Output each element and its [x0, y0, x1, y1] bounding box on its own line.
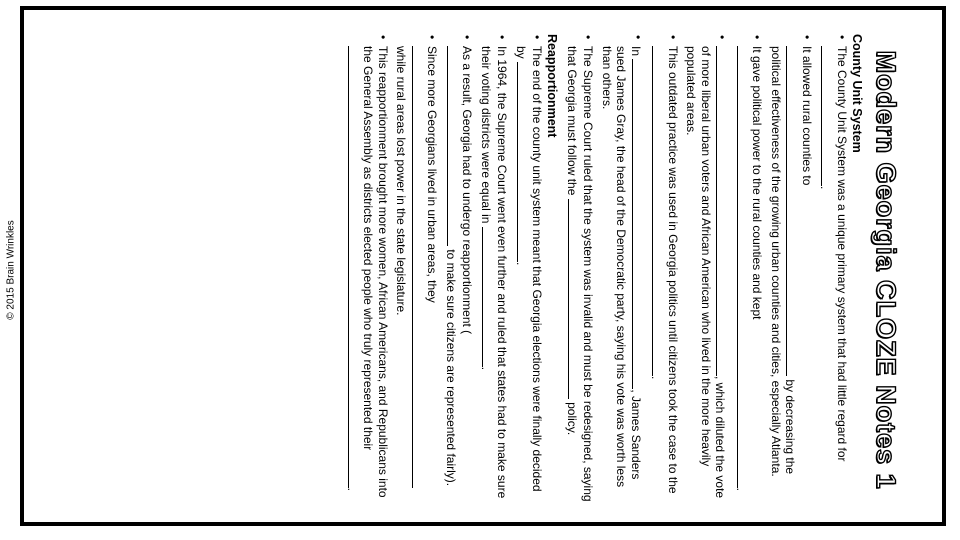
fill-in-blank[interactable] [348, 46, 361, 488]
bullet-text: . [734, 487, 748, 491]
bullet-item [479, 34, 510, 506]
section-heading: County Unit System [850, 34, 864, 153]
bullet-text: This outdated practice was used in Georgia politics until citizens took the case to the [666, 46, 680, 494]
bullet-text: by decreasing the [783, 379, 798, 475]
page-title: Modern Georgia CLOZE Notes 1 [871, 50, 901, 490]
fill-in-blank[interactable] [568, 199, 581, 399]
bullet-item [514, 34, 545, 506]
fill-in-blank[interactable] [717, 46, 730, 376]
fill-in-blank[interactable] [737, 46, 750, 488]
bullet-text: The end of the county unit system meant that Georgia elections were finally decided by [514, 46, 545, 492]
bullet-text: , James Sanders sued James Gray, the head of the Democratic party, saying his vote was worth less than others. [600, 46, 643, 488]
fill-in-blank[interactable] [787, 46, 800, 376]
section-heading: Reapportionment [545, 34, 560, 138]
bullet-text: The Supreme Court ruled that the system was invalid and must be redesigned, saying that Georgia must follow the [565, 46, 596, 502]
bullet-text: It allowed rural counties to [800, 46, 814, 186]
notes-content [63, 20, 903, 520]
bullet-text: This reapportionment brought more women, African Americans, and Republicans into the General Assembly as districts elected people who truly represented their [361, 46, 390, 498]
bullet-text: policy. [565, 402, 579, 436]
fill-in-blank[interactable] [517, 62, 530, 262]
bullet-text: , which diluted the vote of more liberal urban voters and African American who lived in the more heavily populated areas. [684, 46, 728, 499]
fill-in-blank[interactable] [412, 46, 425, 488]
fill-in-blank[interactable] [447, 46, 460, 246]
bullet-item [345, 34, 391, 506]
bullet-text: while rural areas lost power in the state legislature. [394, 46, 409, 316]
bullet-text: In 1964, the Supreme Court went even further and ruled that states had to make sure their voting districts were equal in [479, 46, 510, 499]
bullet-text: political effectiveness of the growing urban counties and cities, especially Atlanta. [769, 46, 783, 477]
bullet-text: Since more Georgians lived in urban areas, they [425, 46, 440, 303]
bullet-list [345, 34, 545, 506]
bullet-list [565, 34, 850, 506]
bullet-text: . [479, 366, 493, 371]
bullet-text: . [345, 487, 359, 491]
bullet-item [649, 34, 680, 506]
bullet-item [600, 34, 646, 506]
fill-in-blank[interactable] [822, 46, 835, 186]
bullet-text: to make sure citizens are represented fairly). [444, 249, 458, 487]
copyright-notice: © 2015 Brain Wrinkles [5, 220, 17, 320]
bullet-text: As a result, Georgia had to undergo reapportionment ( [460, 46, 475, 335]
bullet-item [444, 34, 475, 506]
bullet-item [684, 34, 730, 506]
bullet-item [818, 34, 849, 506]
bullet-item [769, 34, 815, 506]
bullet-text: . [514, 262, 528, 266]
bullet-text: . [649, 376, 664, 380]
bullet-text: It gave political power to the rural counties and kept [750, 46, 765, 320]
bullet-item [734, 34, 765, 506]
fill-in-blank[interactable] [653, 46, 666, 376]
bullet-text: The County Unit System was a unique primary system that had little regard for [835, 46, 849, 462]
bullet-item [394, 34, 440, 506]
bullet-text: . [818, 186, 833, 190]
bullet-text: In [629, 46, 643, 57]
fill-in-blank[interactable] [482, 227, 495, 367]
bullet-item [565, 34, 596, 506]
fill-in-blank[interactable] [632, 59, 645, 389]
section-county-unit-system [565, 34, 865, 506]
section-reapportionment [345, 34, 560, 506]
